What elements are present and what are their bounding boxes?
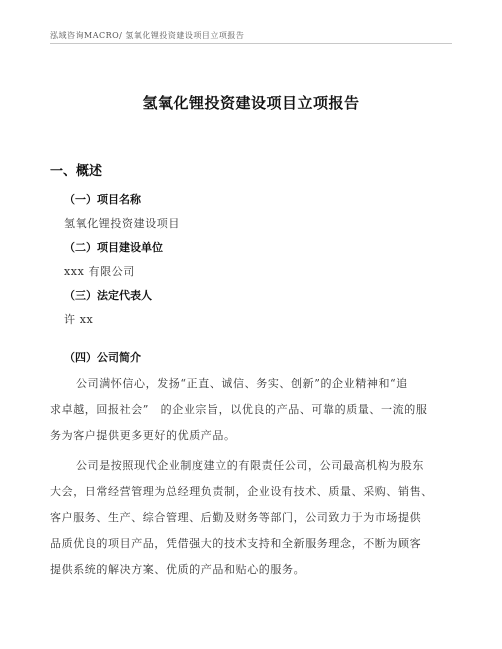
- subsection-heading-construction-unit: （二）项目建设单位: [64, 241, 163, 254]
- paragraph-line: 客户服务、生产、综合管理、后勤及财务等部门，公司致力于为市场提供: [50, 511, 422, 524]
- paragraph-line: 求卓越，回报社会” 的企业宗旨，以优良的产品、可靠的质量、一流的服: [50, 403, 428, 416]
- header-divider: [50, 43, 452, 44]
- paragraph-line: 公司满怀信心，发扬“正直、诚信、务实、创新”的企业精神和“追: [76, 377, 408, 390]
- subsection-heading-legal-representative: （三）法定代表人: [64, 289, 152, 302]
- document-title: 氢氧化锂投资建设项目立项报告: [142, 94, 360, 112]
- subsection-heading-project-name: （一）项目名称: [64, 193, 141, 206]
- paragraph-line: 提供系统的解决方案、优质的产品和贴心的服务。: [50, 563, 306, 576]
- paragraph-line: 品质优良的项目产品，凭借强大的技术支持和全新服务理念，不断为顾客: [50, 537, 422, 550]
- section-heading-overview: 一、概述: [50, 164, 103, 179]
- subsection-heading-company-profile: （四）公司简介: [64, 351, 141, 364]
- construction-unit-text: xxx 有限公司: [64, 265, 135, 278]
- legal-representative-text: 许 xx: [64, 313, 94, 326]
- paragraph-line: 公司是按照现代企业制度建立的有限责任公司，公司最高机构为股东: [76, 459, 424, 472]
- paragraph-line: 大会，日常经营管理为总经理负责制，企业设有技术、质量、采购、销售、: [50, 485, 433, 498]
- project-name-text: 氢氧化锂投资建设项目: [64, 217, 180, 230]
- paragraph-line: 务为客户提供更多更好的优质产品。: [50, 429, 236, 442]
- running-header: 泓域咨询MACRO/ 氢氧化锂投资建设项目立项报告: [50, 31, 245, 40]
